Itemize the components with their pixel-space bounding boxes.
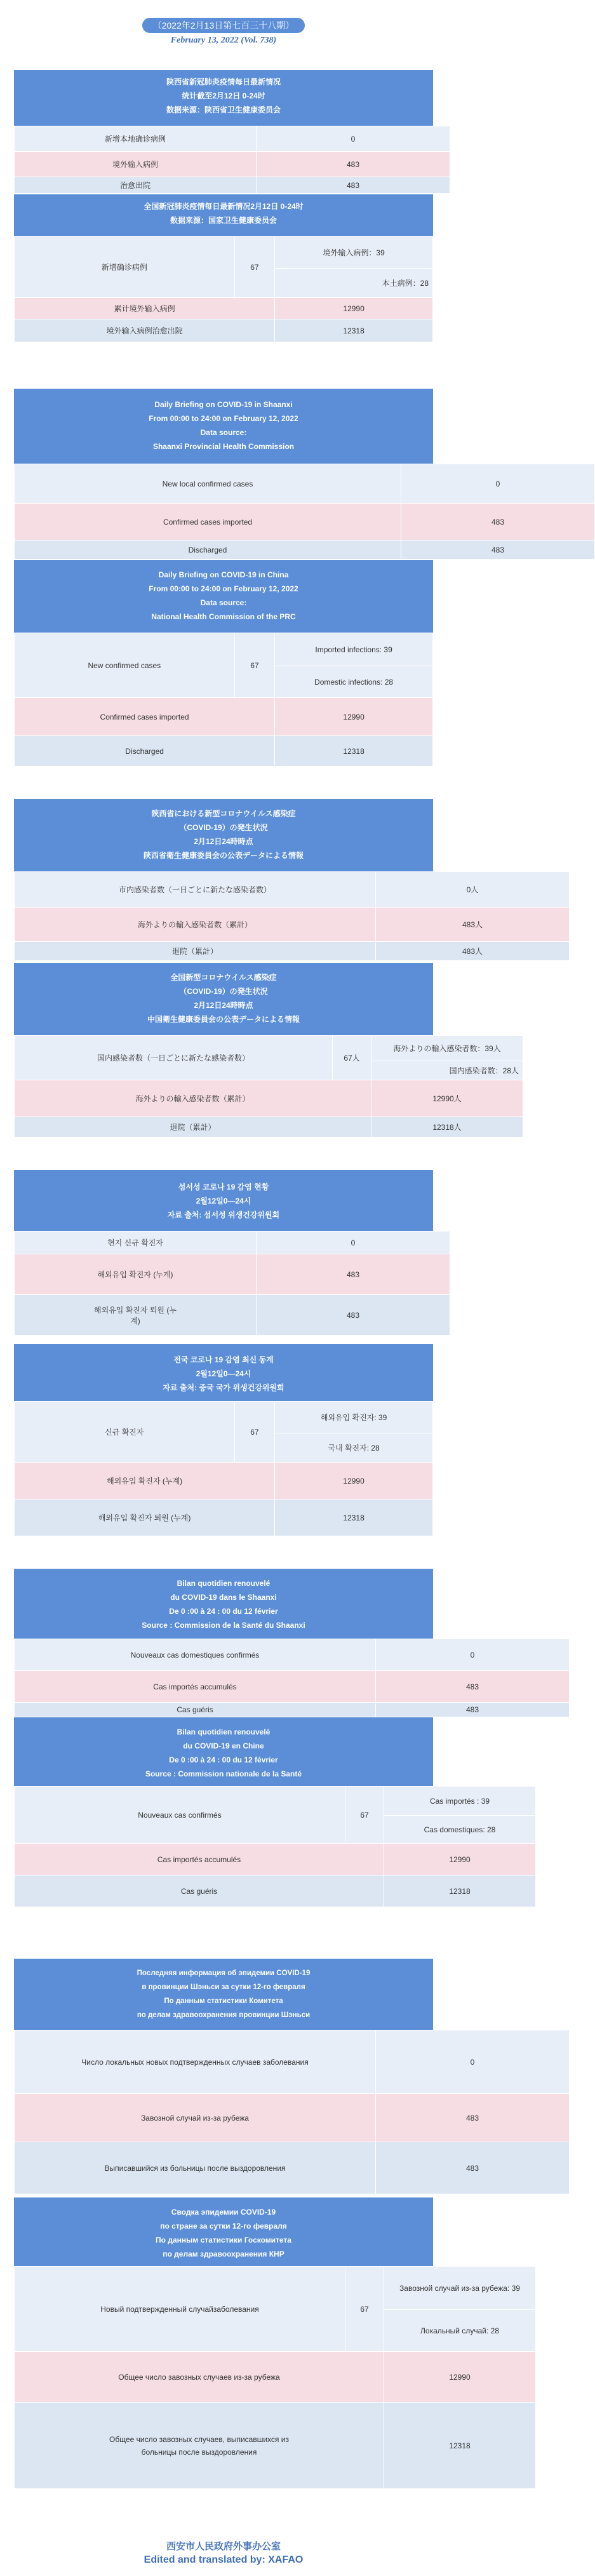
sub-value: 本土病例：28	[275, 269, 433, 298]
row-value: 0	[376, 1639, 570, 1671]
table-row	[15, 1117, 523, 1137]
title-line-1: 全国新冠肺炎疫情每日最新情况2月12日 0-24时	[144, 202, 304, 211]
title-line-3: 자료 출처: 중국 국가 위생건강위원회	[163, 1383, 284, 1392]
table-row	[15, 1671, 570, 1703]
row-label: 退院（累計）	[15, 942, 376, 961]
new-total: 67	[234, 1402, 275, 1463]
row-value: 0	[257, 1231, 450, 1254]
block-title	[14, 1170, 433, 1231]
row-label: 해외유입 확진자 (누계)	[15, 1463, 275, 1499]
row-label: Новый подтвержденный случайзаболевания	[15, 2267, 345, 2352]
row-label: 境外输入病例治愈出院	[15, 319, 275, 342]
title-line-1: 전국 코로나 19 감염 최신 동계	[173, 1355, 274, 1364]
title-line-4: по делам здравоохранения КНР	[163, 2250, 284, 2258]
title-line-2: From 00:00 to 24:00 on February 12, 2022	[149, 414, 298, 423]
row-value: 483人	[376, 908, 570, 942]
row-value: 12318	[275, 319, 433, 342]
title-line-3: По данным статистики Комитета	[164, 1997, 283, 2005]
table-row	[15, 152, 450, 177]
block-title	[14, 799, 433, 871]
table-row	[15, 1844, 536, 1875]
row-label: Confirmed cases imported	[15, 698, 275, 736]
row-label: 市内感染者数（一日ごとに新たな感染者数）	[15, 872, 376, 908]
row-value: 12990	[275, 1463, 433, 1499]
table-row	[15, 298, 433, 319]
title-line-2: （COVID-19）の発生状況	[179, 987, 268, 996]
row-value: 483	[376, 1703, 570, 1717]
stats-table	[14, 1401, 433, 1536]
title-line-2: du COVID-19 en Chine	[183, 1741, 264, 1750]
row-label: 해외유입 확진자 퇴원 (누계)	[15, 1499, 275, 1536]
block-title	[14, 389, 433, 464]
row-value: 12990	[275, 298, 433, 319]
table-row	[15, 942, 570, 961]
section-zh-shaanxi	[14, 70, 433, 194]
row-value: 12990	[384, 2352, 536, 2403]
table-row	[15, 464, 595, 504]
section-ko-shaanxi	[14, 1170, 433, 1336]
title-line-1: 全国新型コロナウイルス感染症	[170, 973, 277, 982]
table-row	[15, 1463, 433, 1499]
title-line-1: 陝西省における新型コロナウイルス感染症	[151, 809, 296, 818]
row-label: Число локальных новых подтвержденных случаев заболевания	[15, 2030, 376, 2094]
title-line-1: Daily Briefing on COVID-19 in China	[158, 570, 289, 579]
section-ja-china	[14, 963, 519, 1137]
title-line-4: по делам здравоохранения провинции Шэньси	[137, 2011, 311, 2019]
section-fr-shaanxi	[14, 1569, 479, 1717]
table-row	[15, 1639, 570, 1671]
row-label: Cas guéris	[15, 1875, 384, 1907]
table-row	[15, 540, 595, 560]
row-label: 退院（累計）	[15, 1117, 371, 1137]
title-line-1: Последняя информация об эпидемии COVID-19	[137, 1969, 311, 1977]
section-fr-china	[14, 1717, 496, 1907]
table-row	[15, 1402, 433, 1433]
sub-value: 境外输入病例：39	[275, 237, 433, 269]
issue-line: February 13, 2022 (Vol. 738)	[170, 36, 277, 45]
row-value: 483人	[376, 942, 570, 961]
title-line-2: в провинции Шэньси за сутки 12-го февраля	[142, 1983, 305, 1991]
footer-organization: 西安市人民政府外事办公室	[166, 2541, 281, 2552]
block-title	[14, 1959, 433, 2030]
title-line-2: 数据来源：国家卫生健康委员会	[170, 216, 277, 225]
table-row	[15, 1875, 536, 1907]
row-value: 12990	[275, 698, 433, 736]
title-line-4: 陝西省衛生健康委員会の公表データによる情報	[143, 851, 304, 860]
title-line-3: Data source:	[200, 598, 247, 607]
block-title	[14, 194, 433, 236]
row-label: Завозной случай из-за рубежа	[15, 2094, 376, 2142]
stats-table	[14, 236, 433, 342]
table-row	[15, 2094, 570, 2142]
row-label: New confirmed cases	[15, 633, 235, 698]
row-label: 境外输入病例	[15, 152, 257, 177]
section-ja-shaanxi	[14, 799, 483, 961]
row-value: 483	[257, 1254, 450, 1295]
stats-table	[14, 464, 595, 560]
row-label: Discharged	[15, 736, 275, 767]
sub-value: Cas importés : 39	[384, 1787, 536, 1816]
row-label: 海外よりの輸入感染者数（累計）	[15, 1080, 371, 1117]
row-label: New local confirmed cases	[15, 464, 401, 504]
table-row	[15, 1254, 450, 1295]
title-line-3: 2月12日24時時点	[194, 837, 253, 846]
sub-value: Cas domestiques: 28	[384, 1816, 536, 1844]
section-en-china	[14, 560, 433, 767]
title-line-3: 자료 출처: 섬서성 위생건강위원회	[167, 1211, 280, 1219]
new-total: 67	[234, 237, 275, 298]
stats-table	[14, 126, 450, 194]
stats-table	[14, 871, 570, 961]
row-label: Nouveaux cas domestiques confirmés	[15, 1639, 376, 1671]
row-label: 해외유입 확진자 퇴원 (누계)	[15, 1295, 257, 1336]
new-total: 67	[345, 1787, 384, 1844]
sub-value: Локальный случай: 28	[384, 2310, 536, 2352]
table-row	[15, 504, 595, 540]
title-line-4: 中国衛生健康委員会の公表データによる情報	[147, 1015, 300, 1024]
row-label: Общее число завозных случаев, выписавшихся из больницы после выздоровления	[15, 2403, 384, 2489]
row-value: 12318	[275, 736, 433, 767]
table-row	[15, 1703, 570, 1717]
row-label: Cas importés accumulés	[15, 1671, 376, 1703]
title-line-3: De 0 :00 à 24 : 00 du 12 février	[169, 1755, 278, 1764]
table-row	[15, 1080, 523, 1117]
title-line-1: Bilan quotidien renouvelé	[177, 1727, 271, 1736]
sub-value: Завозной случай из-за рубежа: 39	[384, 2267, 536, 2310]
row-value: 483	[401, 540, 595, 560]
title-line-1: Bilan quotidien renouvelé	[177, 1579, 271, 1588]
table-row	[15, 633, 433, 666]
footer-credit: Edited and translated by: XAFAO	[144, 2554, 304, 2565]
title-line-2: по стране за сутки 12-го февраля	[160, 2222, 287, 2231]
title-line-3: 2月12日24時時点	[194, 1001, 253, 1010]
title-line-4: Source : Commission de la Santé du Shaanxi	[142, 1621, 305, 1630]
table-row	[15, 2267, 536, 2310]
section-en-shaanxi	[14, 389, 505, 560]
table-row	[15, 872, 570, 908]
table-row	[15, 177, 450, 194]
table-row	[15, 237, 433, 269]
table-row	[15, 1499, 433, 1536]
row-value: 12990	[384, 1844, 536, 1875]
row-label: Cas importés accumulés	[15, 1844, 384, 1875]
row-value: 0	[376, 2030, 570, 2094]
block-title	[14, 2197, 433, 2266]
row-value: 12318	[384, 2403, 536, 2489]
row-value: 483	[376, 2094, 570, 2142]
section-ru-shaanxi	[14, 1959, 479, 2194]
block-title	[14, 70, 433, 126]
row-value: 0人	[376, 872, 570, 908]
row-value: 12318	[384, 1875, 536, 1907]
block-title	[14, 560, 433, 633]
section-ru-china	[14, 2197, 520, 2489]
table-row	[15, 1036, 523, 1061]
row-value: 12318人	[371, 1117, 523, 1137]
title-line-3: De 0 :00 à 24 : 00 du 12 février	[169, 1607, 278, 1616]
row-label: Общее число завозных случаев из-за рубежа	[15, 2352, 384, 2403]
row-label: 累计境外输入病例	[15, 298, 275, 319]
new-total: 67	[345, 2267, 384, 2352]
row-value: 483	[257, 1295, 450, 1336]
table-row	[15, 698, 433, 736]
row-value: 483	[257, 152, 450, 177]
row-label: 신규 확진자	[15, 1402, 235, 1463]
stats-table	[14, 1786, 536, 1907]
table-row	[15, 1231, 450, 1254]
title-line-2: du COVID-19 dans le Shaanxi	[170, 1593, 277, 1602]
block-title	[14, 963, 433, 1035]
row-value: 12318	[275, 1499, 433, 1536]
sub-value: 국내 확진자: 28	[275, 1433, 433, 1463]
title-line-4: Shaanxi Provincial Health Commission	[152, 442, 295, 451]
title-line-2: 2월12일0—24시	[196, 1369, 251, 1378]
row-value: 483	[257, 177, 450, 194]
title-line-3: Data source:	[200, 428, 247, 437]
title-line-2: 统计截至2月12日 0-24时	[182, 91, 265, 100]
row-label: Discharged	[15, 540, 401, 560]
stats-table	[14, 1035, 523, 1137]
issue-date-pill: （2022年2月13日第七百三十八期）	[142, 18, 305, 33]
row-value: 0	[257, 126, 450, 152]
row-label: Confirmed cases imported	[15, 504, 401, 540]
title-line-1: Daily Briefing on COVID-19 in Shaanxi	[154, 400, 293, 409]
stats-table	[14, 2266, 536, 2489]
table-row	[15, 319, 433, 342]
row-value: 0	[401, 464, 595, 504]
title-line-4: Source : Commission nationale de la Santé	[145, 1769, 302, 1778]
stats-table	[14, 633, 433, 767]
row-value: 483	[401, 504, 595, 540]
row-label: Cas guéris	[15, 1703, 376, 1717]
block-title	[14, 1717, 433, 1786]
row-label: Nouveaux cas confirmés	[15, 1787, 345, 1844]
table-row	[15, 908, 570, 942]
row-label: Выписавшийся из больницы после выздоровления	[15, 2142, 376, 2194]
table-row	[15, 2403, 536, 2489]
table-row	[15, 2142, 570, 2194]
row-label: 해외유입 확진자 (누계)	[15, 1254, 257, 1295]
row-label: 国内感染者数（一日ごとに新たな感染者数）	[15, 1036, 333, 1080]
row-value: 483	[376, 1671, 570, 1703]
table-row	[15, 2352, 536, 2403]
title-line-3: 数据来源：陕西省卫生健康委员会	[166, 105, 281, 114]
title-line-2: （COVID-19）の発生状況	[179, 823, 268, 832]
table-row	[15, 1787, 536, 1816]
row-label: 현지 신규 확진자	[15, 1231, 257, 1254]
new-total: 67	[234, 633, 275, 698]
stats-table	[14, 2030, 570, 2194]
new-total: 67人	[333, 1036, 371, 1080]
row-label: 治愈出院	[15, 177, 257, 194]
title-line-2: From 00:00 to 24:00 on February 12, 2022	[149, 584, 298, 593]
sub-value: Domestic infections: 28	[275, 666, 433, 698]
row-label: 新增本地确诊病例	[15, 126, 257, 152]
sub-value: Imported infections: 39	[275, 633, 433, 666]
row-value: 483	[376, 2142, 570, 2194]
title-line-2: 2월12일0—24시	[196, 1197, 251, 1205]
stats-table	[14, 1639, 570, 1717]
title-line-1: 섬서성 코로나 19 감염 현황	[178, 1183, 269, 1191]
section-ko-china	[14, 1344, 433, 1536]
title-line-1: 陕西省新冠肺炎疫情每日最新情况	[166, 77, 281, 86]
title-line-1: Сводка эпидемии COVID-19	[171, 2208, 276, 2217]
sub-value: 海外よりの輸入感染者数：39人	[371, 1036, 523, 1061]
table-row	[15, 736, 433, 767]
sub-value: 해외유입 확진자: 39	[275, 1402, 433, 1433]
sub-value: 国内感染者数：28人	[371, 1061, 523, 1080]
table-row	[15, 1295, 450, 1336]
block-title	[14, 1569, 433, 1639]
row-value: 12990人	[371, 1080, 523, 1117]
section-zh-china	[14, 194, 433, 342]
table-row	[15, 126, 450, 152]
block-title	[14, 1344, 433, 1401]
table-row	[15, 2030, 570, 2094]
row-label: 新增确诊病例	[15, 237, 235, 298]
row-label: 海外よりの輸入感染者数（累計）	[15, 908, 376, 942]
stats-table	[14, 1231, 450, 1336]
title-line-3: По данным статистики Госкомитета	[156, 2236, 291, 2244]
title-line-4: National Health Commission of the PRC	[151, 612, 296, 621]
